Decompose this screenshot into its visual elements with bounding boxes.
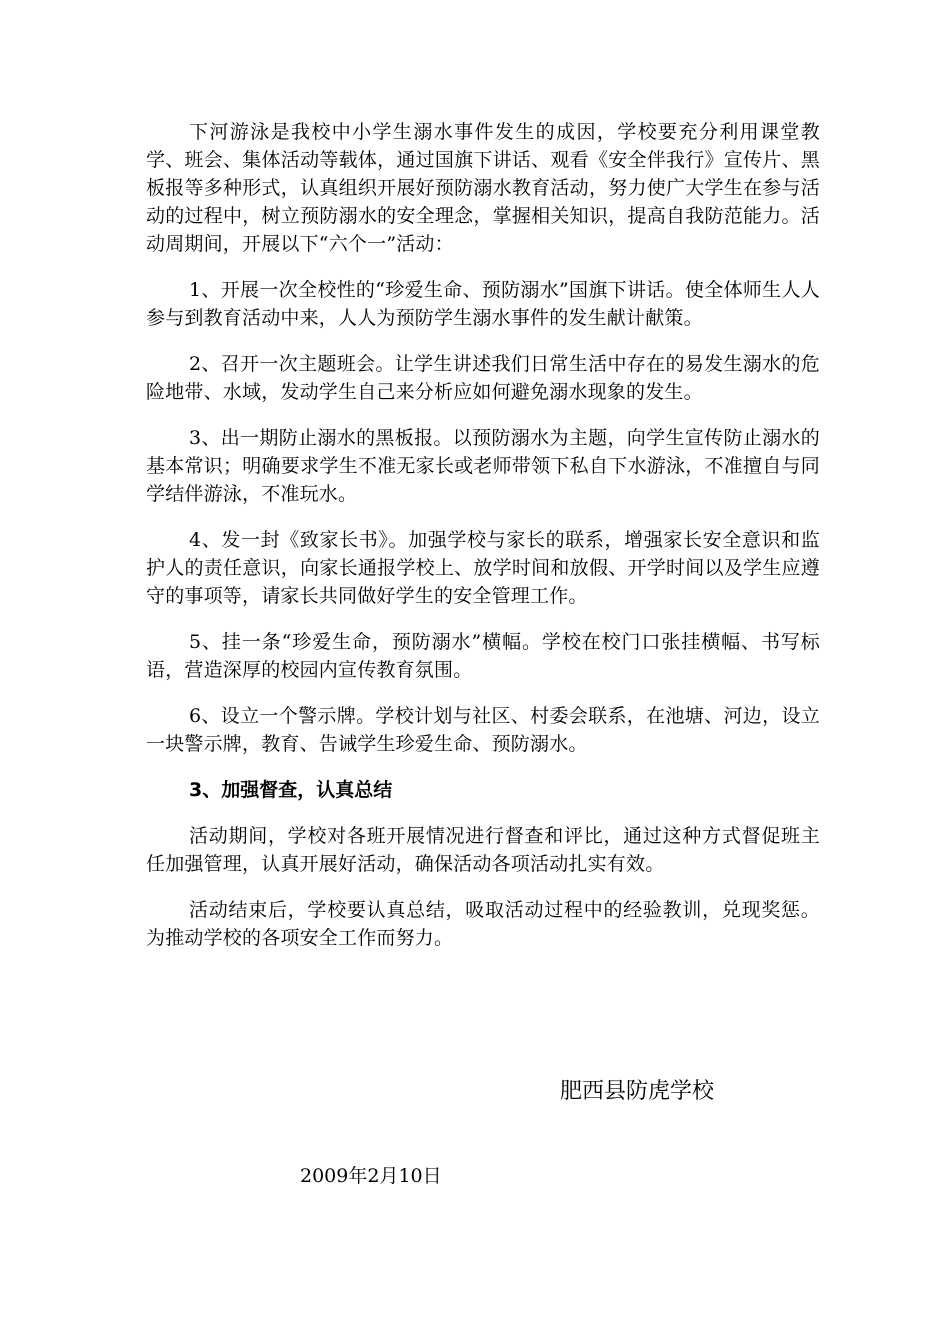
document-date: 2009年2月10日 [300, 1165, 442, 1187]
summary-paragraph-1: 活动期间，学校对各班开展情况进行督查和评比，通过这种方式督促班主任加强管理，认真开展好活动，确保活动各项活动扎实有效。 [146, 825, 820, 875]
activity-item-4: 4、发一封《致家长书》。加强学校与家长的联系，增强家长安全意识和监护人的责任意识，向家长通报学校上、放学时间和放假、开学时间以及学生应遵守的事项等，请家长共同做好学生的安全管理工作。 [146, 529, 820, 607]
intro-paragraph: 下河游泳是我校中小学生溺水事件发生的成因，学校要充分利用课堂教学、班会、集体活动等载体，通过国旗下讲话、观看《安全伴我行》宣传片、黑板报等多种形式，认真组织开展好预防溺水教育活动，努力使广大学生在参与活动的过程中，树立预防溺水的安全理念，掌握相关知识，提高自我防范能力。活动周期间，开展以下“六个一”活动： [146, 121, 820, 255]
activity-item-5: 5、挂一条“珍爱生命，预防溺水”横幅。学校在校门口张挂横幅、书写标语，营造深厚的校园内宣传教育氛围。 [146, 631, 820, 681]
document-body [146, 118, 820, 970]
section-heading: 3、加强督查，认真总结 [189, 779, 393, 801]
summary-paragraph-2: 活动结束后，学校要认真总结，吸取活动过程中的经验教训，兑现奖惩。为推动学校的各项安全工作而努力。 [146, 899, 820, 949]
activity-item-6: 6、设立一个警示牌。学校计划与社区、村委会联系，在池塘、河边，设立一块警示牌，教育、告诫学生珍爱生命、预防溺水。 [146, 705, 820, 755]
activity-item-1: 1、开展一次全校性的“珍爱生命、预防溺水”国旗下讲话。使全体师生人人参与到教育活动中来，人人为预防学生溺水事件的发生献计献策。 [146, 279, 820, 329]
school-signature: 肥西县防虎学校 [560, 1079, 715, 1104]
activity-item-3: 3、出一期防止溺水的黑板报。以预防溺水为主题，向学生宣传防止溺水的基本常识；明确要求学生不准无家长或老师带领下私自下水游泳，不准擅自与同学结伴游泳，不准玩水。 [146, 427, 820, 505]
activity-item-2: 2、召开一次主题班会。让学生讲述我们日常生活中存在的易发生溺水的危险地带、水域，发动学生自己来分析应如何避免溺水现象的发生。 [146, 353, 820, 403]
